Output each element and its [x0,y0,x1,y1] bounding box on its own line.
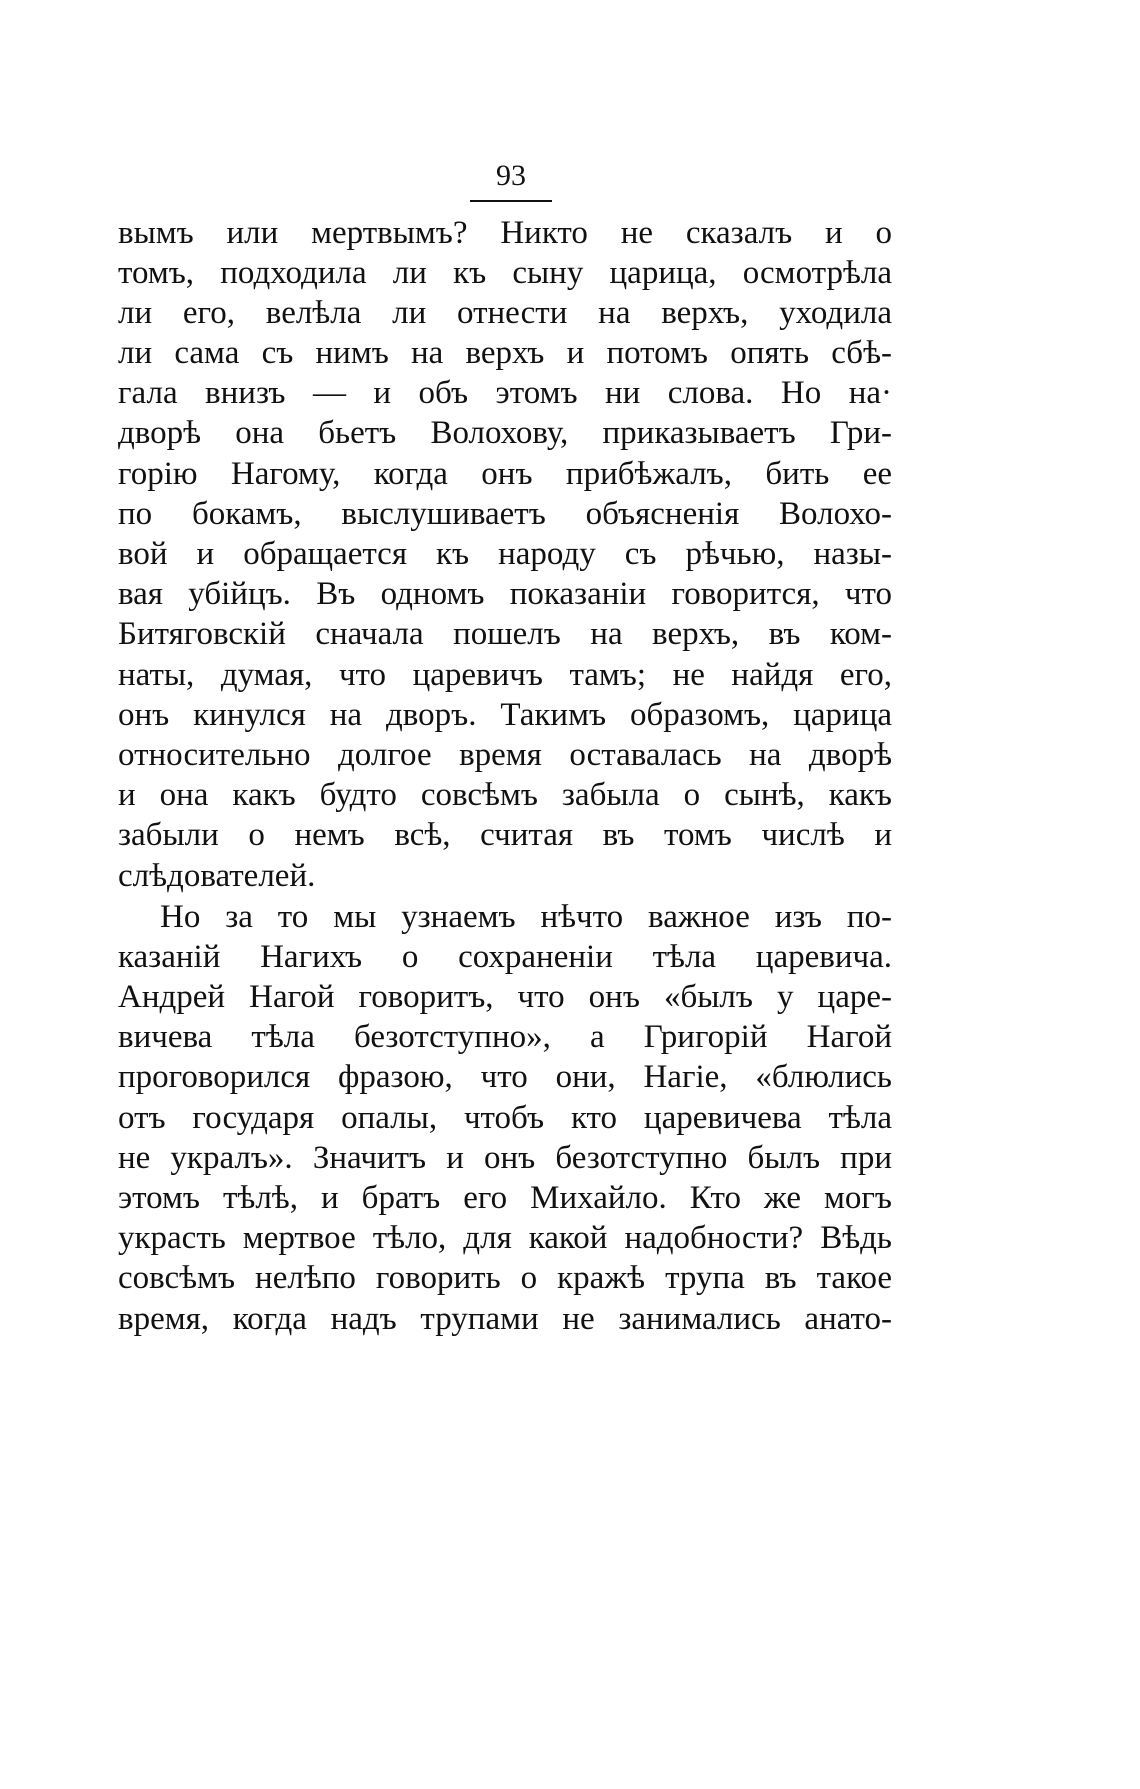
text-line-23: отъ государя опалы, чтобъ кто царевичева тѣла [118,1100,892,1136]
text-line-12: наты, думая, что царевичъ тамъ; не найдя его, [118,657,892,693]
text-line-10: вая убійцъ. Въ одномъ показаніи говорится, что [118,576,892,612]
text-line-13: онъ кинулся на дворъ. Такимъ образомъ, царица [118,697,892,733]
text-line-4: ли сама съ нимъ на верхъ и потомъ опять сбѣ- [118,335,892,371]
page-number: 93 [470,158,552,202]
text-line-15: и она какъ будто совсѣмъ забыла о сынѣ, какъ [118,777,892,813]
text-line-17: слѣдователей. [118,858,316,894]
text-line-27: совсѣмъ нелѣпо говорить о кражѣ трупа въ такое [118,1260,892,1296]
text-line-7: горію Нагому, когда онъ прибѣжалъ, бить ее [118,456,892,492]
text-line-26: украсть мертвое тѣло, для какой надобности? Вѣдь [118,1220,892,1256]
text-line-21: вичева тѣла безотступно», а Григорій Нагой [118,1019,892,1055]
text-line-9: вой и обращается къ народу съ рѣчью, назы- [118,536,892,572]
text-line-11: Битяговскій сначала пошелъ на верхъ, въ ком- [118,616,892,652]
text-line-24: не укралъ». Значитъ и онъ безотступно былъ при [118,1140,892,1176]
text-line-14: относительно долгое время оставалась на дворѣ [118,737,892,773]
text-line-5: гала внизъ — и объ этомъ ни слова. Но на· [118,375,892,411]
text-line-2: томъ, подходила ли къ сыну царица, осмотрѣла [118,255,892,291]
text-line-19: казаній Нагихъ о сохраненіи тѣла царевича. [118,939,892,975]
text-line-16: забыли о немъ всѣ, считая въ томъ числѣ и [118,817,892,853]
text-line-25: этомъ тѣлѣ, и братъ его Михайло. Кто же могъ [118,1180,892,1216]
text-line-6: дворѣ она бьетъ Волохову, приказываетъ Гри- [118,415,892,451]
text-line-18: Но за то мы узнаемъ нѣчто важное изъ по- [160,899,892,935]
text-line-28: время, когда надъ трупами не занимались анато- [118,1301,892,1337]
text-line-3: ли его, велѣла ли отнести на верхъ, уходила [118,295,892,331]
text-line-8: по бокамъ, выслушиваетъ объясненія Волохо- [118,496,892,532]
text-line-1: вымъ или мертвымъ? Никто не сказалъ и о [118,215,892,251]
text-line-22: проговорился фразою, что они, Нагіе, «блюлись [118,1059,892,1095]
text-line-20: Андрей Нагой говоритъ, что онъ «былъ у царе- [118,979,892,1015]
